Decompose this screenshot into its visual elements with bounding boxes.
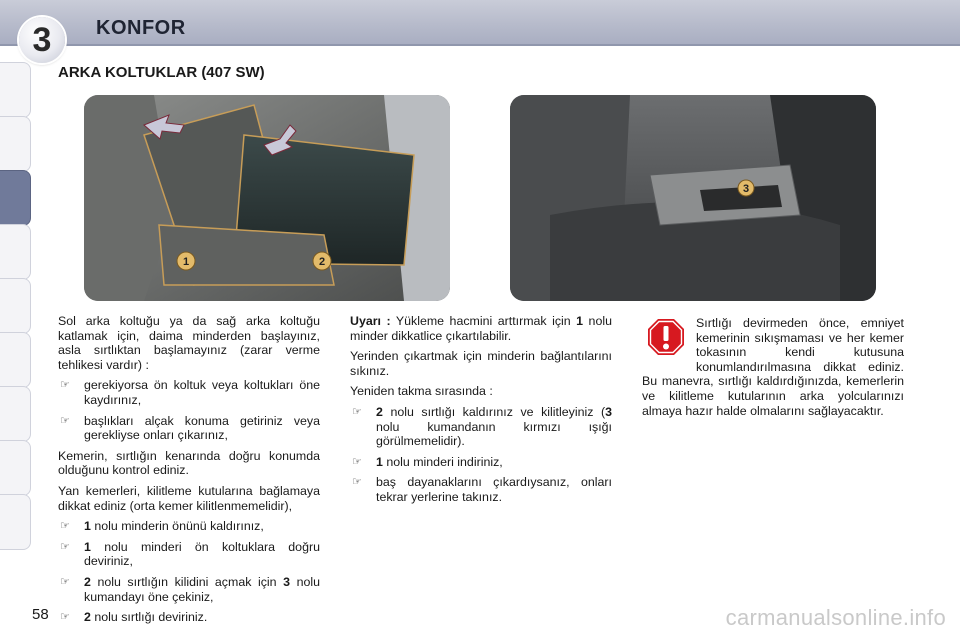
rear-seat-folding-photo	[84, 95, 450, 301]
seatback-control-photo	[510, 95, 876, 301]
list-item: ☞ 2 nolu sırtlığı deviriniz.	[60, 610, 208, 625]
chapter-tabs	[0, 62, 34, 582]
side-belt-paragraph: Yan kemerleri, kilitleme kutularına bağlamaya dikkat ediniz (orta kemer kilitlenmemelidir),	[58, 483, 320, 513]
refit-heading: Yeniden takma sırasında :	[350, 384, 493, 399]
pointing-hand-icon: ☞	[60, 611, 70, 624]
list-item: ☞ 1 nolu minderi indiriniz,	[352, 454, 503, 469]
chapter-tab-6[interactable]	[0, 332, 31, 388]
watermark: carmanualsonline.info	[725, 605, 946, 630]
list-item: ☞ 1 nolu minderin önünü kaldırınız,	[60, 519, 264, 534]
instructions-column-1	[58, 314, 320, 631]
callout-3: 3	[742, 183, 750, 195]
safety-warning-text: Sırtlığı devirmeden önce, emniyet kemerinin sıkışmaması ve her kemer tokasının kendi kutusuna konumlandırılmasına dikkat ediniz. Bu manevra, sırtlığı kaldırdığınızda, kemerlerin ve kilitleme kutularının arka yolcularınızı almaya hazır halde olmalarını sağlayacaktır.	[642, 316, 904, 418]
list-item: ☞ gerekiyorsa ön koltuk veya koltukları öne kaydırınız,	[60, 378, 320, 407]
list-item: ☞ 2 nolu sırtlığın kilidini açmak için 3 nolu kumandayı öne çekiniz,	[60, 574, 320, 604]
chapter-tab-1[interactable]	[0, 62, 31, 118]
chapter-tab-2[interactable]	[0, 116, 31, 172]
header-divider	[0, 44, 960, 46]
pointing-hand-icon: ☞	[60, 379, 70, 392]
pointing-hand-icon: ☞	[352, 476, 362, 489]
intro-paragraph: Sol arka koltuğu ya da sağ arka koltuğu katlamak için, daima minderden başlayınız, asla sırtlıktan başlamayınız (zarar verme tehlikesi vardır) :	[58, 314, 320, 372]
chapter-tab-8[interactable]	[0, 440, 31, 496]
list-item: ☞ baş dayanaklarını çıkardıysanız, onları tekrar yerlerine takınız.	[352, 475, 612, 504]
warning-note: Uyarı : Yükleme hacmini arttırmak için 1 nolu minder dikkatlice çıkartılabilir.	[350, 314, 612, 343]
chapter-tab-5[interactable]	[0, 278, 31, 334]
chapter-title: KONFOR	[96, 17, 186, 39]
section-title: ARKA KOLTUKLAR (407 SW)	[58, 64, 265, 81]
callout-1: 1	[182, 256, 190, 268]
chapter-number-badge	[19, 17, 65, 63]
belt-check-paragraph: Kemerin, sırtlığın kenarında doğru konumda olduğunu kontrol ediniz.	[58, 448, 320, 478]
instructions-column-2	[350, 314, 612, 511]
pointing-hand-icon: ☞	[60, 414, 70, 427]
chapter-tab-4[interactable]	[0, 224, 31, 280]
chapter-tab-7[interactable]	[0, 386, 31, 442]
page-number: 58	[32, 606, 49, 623]
list-item: ☞ 2 nolu sırtlığı kaldırınız ve kilitleyiniz (3 nolu kumandanın kırmızı ışığı görülmemelidir).	[352, 404, 612, 449]
pointing-hand-icon: ☞	[60, 520, 70, 533]
pointing-hand-icon: ☞	[352, 455, 362, 468]
list-item: ☞ başlıkları alçak konuma getiriniz veya gerekliyse onları çıkarınız,	[60, 413, 320, 443]
list-item: ☞ 1 nolu minderi ön koltuklara doğru deviriniz,	[60, 539, 320, 569]
removal-paragraph: Yerinden çıkartmak için minderin bağlantılarını sıkınız.	[350, 349, 612, 378]
pointing-hand-icon: ☞	[352, 405, 362, 418]
pointing-hand-icon: ☞	[60, 540, 70, 553]
chapter-tab-9[interactable]	[0, 494, 31, 550]
chapter-number: 3	[32, 20, 52, 59]
chapter-tab-3-active[interactable]	[0, 170, 31, 226]
callout-2: 2	[318, 256, 326, 268]
pointing-hand-icon: ☞	[60, 575, 70, 588]
